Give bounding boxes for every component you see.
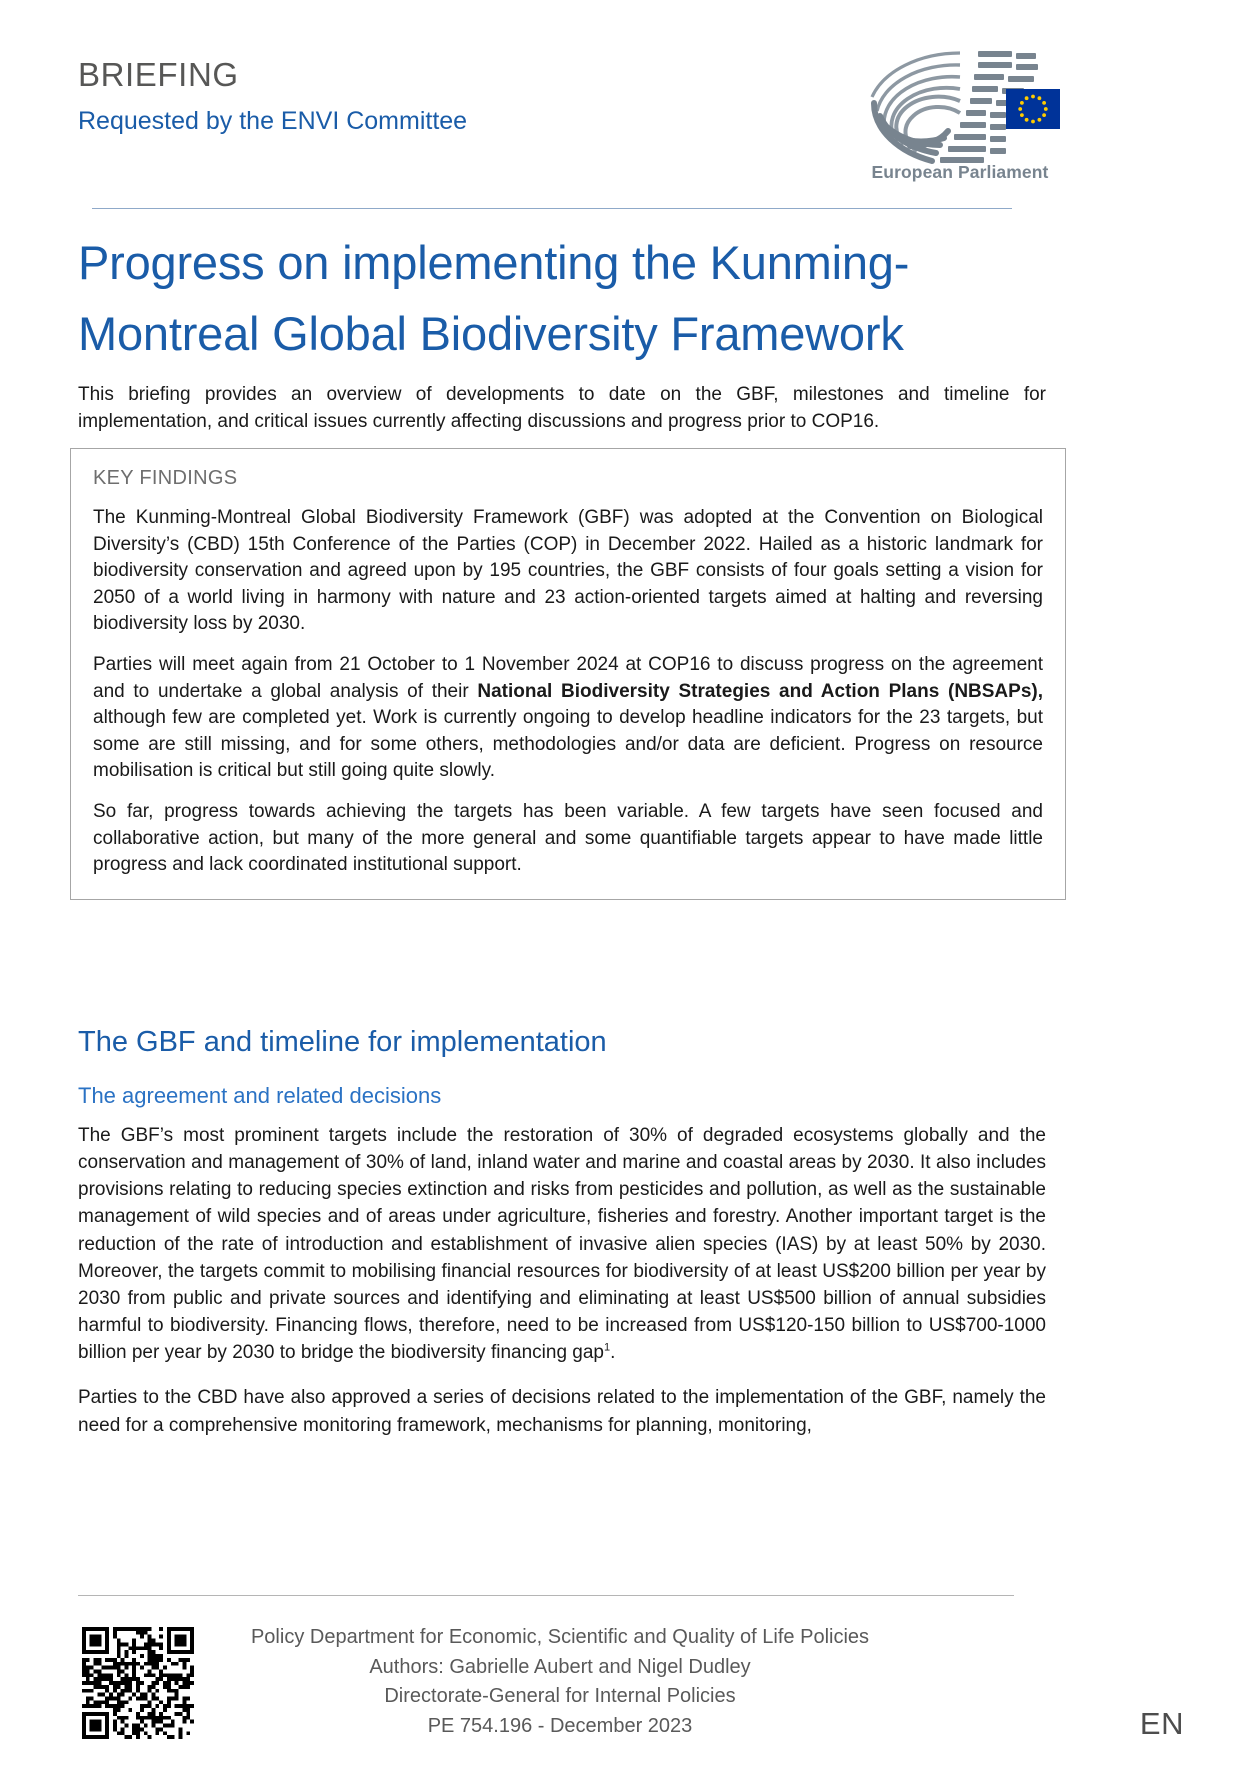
intro-paragraph: This briefing provides an overview of developments to date on the GBF, milestones and timeline for implementation, and critical issues currently affecting discussions and progress prior to COP16. <box>78 384 1046 432</box>
text-run: The Kunming-Montreal Global Biodiversity Framework (GBF) was adopted at the Convention on Biological Diversity’s (CBD) 15th Conference of the Parties (COP) in December 2022. Hailed as a historic landmark for biodiversity conservation and agreed upon by 195 countries, the GBF consists of four goals setting a vision for 2050 of a world living in harmony with nature and 23 action-oriented targets aimed at halting and reversing biodiversity loss by 2030. <box>93 507 1043 635</box>
page-header <box>78 0 1060 200</box>
key-findings-label: KEY FINDINGS <box>93 467 238 489</box>
header-divider <box>92 208 1012 209</box>
briefing-label: BRIEFING <box>78 56 239 93</box>
key-findings-box <box>70 448 1066 900</box>
footer-credits <box>200 1623 920 1741</box>
emphasised-text: National Biodiversity Strategies and Action Plans (NBSAPs), <box>477 680 1044 702</box>
key-findings-paragraph <box>93 505 1043 638</box>
text-run: Parties to the CBD have also approved a series of decisions related to the implementation of the GBF, namely the need for a comprehensive monitoring framework, mechanisms for planning, monitoring, <box>78 1387 1046 1436</box>
requested-by-label: Requested by the ENVI Committee <box>78 107 468 135</box>
european-parliament-wordmark: European Parliament <box>871 162 1049 182</box>
text-run: . <box>610 1342 616 1364</box>
footer-line: PE 754.196 - December 2023 <box>427 1714 693 1737</box>
footer-line: Authors: Gabrielle Aubert and Nigel Dudley <box>369 1655 751 1678</box>
section-heading-primary: The GBF and timeline for implementation <box>78 1026 607 1058</box>
key-findings-paragraph <box>93 652 1043 785</box>
body-paragraph <box>78 1384 1046 1438</box>
body-paragraph <box>78 1122 1046 1366</box>
language-code: EN <box>1139 1706 1184 1741</box>
eu-flag-icon <box>1006 89 1060 129</box>
european-parliament-logo <box>860 45 1060 185</box>
text-run: So far, progress towards achieving the targets has been variable. A few targets have seen focused and collaborative action, but many of the more general and some quantifiable targets appear to have made little progress and lack coordinated institutional support. <box>93 800 1043 876</box>
key-findings-body <box>93 505 1043 879</box>
qr-code-icon[interactable] <box>82 1627 194 1739</box>
section-body <box>78 1122 1046 1457</box>
footer-divider <box>78 1595 1014 1596</box>
text-run: although few are completed yet. Work is currently ongoing to develop headline indicators for the 23 targets, but some are still missing, and for some others, methodologies and/or data are deficient. Progress on resource mobilisation is critical but still going quite slowly. <box>93 707 1043 782</box>
key-findings-paragraph <box>93 799 1043 879</box>
document-title: Progress on implementing the Kunming-Montreal Global Biodiversity Framework <box>78 236 910 360</box>
footer-line: Directorate-General for Internal Policies <box>384 1685 736 1708</box>
section-heading-secondary: The agreement and related decisions <box>78 1083 442 1108</box>
footnote-marker[interactable]: 1 <box>604 1341 611 1354</box>
page-footer <box>0 1610 1254 1768</box>
footer-line: Policy Department for Economic, Scientific and Quality of Life Policies <box>250 1626 870 1648</box>
text-run: The GBF’s most prominent targets include the restoration of 30% of degraded ecosystems globally and the conservation and management of 30% of land, inland water and marine and coastal areas by 2030. It also includes provisions relating to reducing species extinction and risks from pesticides and pollution, as well as the sustainable management of wild species and of areas under agriculture, fisheries and forestry. Another important target is the reduction of the rate of introduction and establishment of invasive alien species (IAS) by at least 50% by 2030. Moreover, the targets commit to mobilising financial resources for biodiversity of at least US$200 billion per year by 2030 from public and private sources and identifying and eliminating at least US$500 billion of annual subsidies harmful to biodiversity. Financing flows, therefore, need to be increased from US$120-150 billion to US$700-1000 billion per year by 2030 to bridge the biodiversity financing gap <box>78 1125 1046 1364</box>
text-run: Parties will meet again from 21 October to 1 November 2024 at COP16 to discuss progress on the agreement and to undertake a global analysis of their <box>93 653 1043 702</box>
